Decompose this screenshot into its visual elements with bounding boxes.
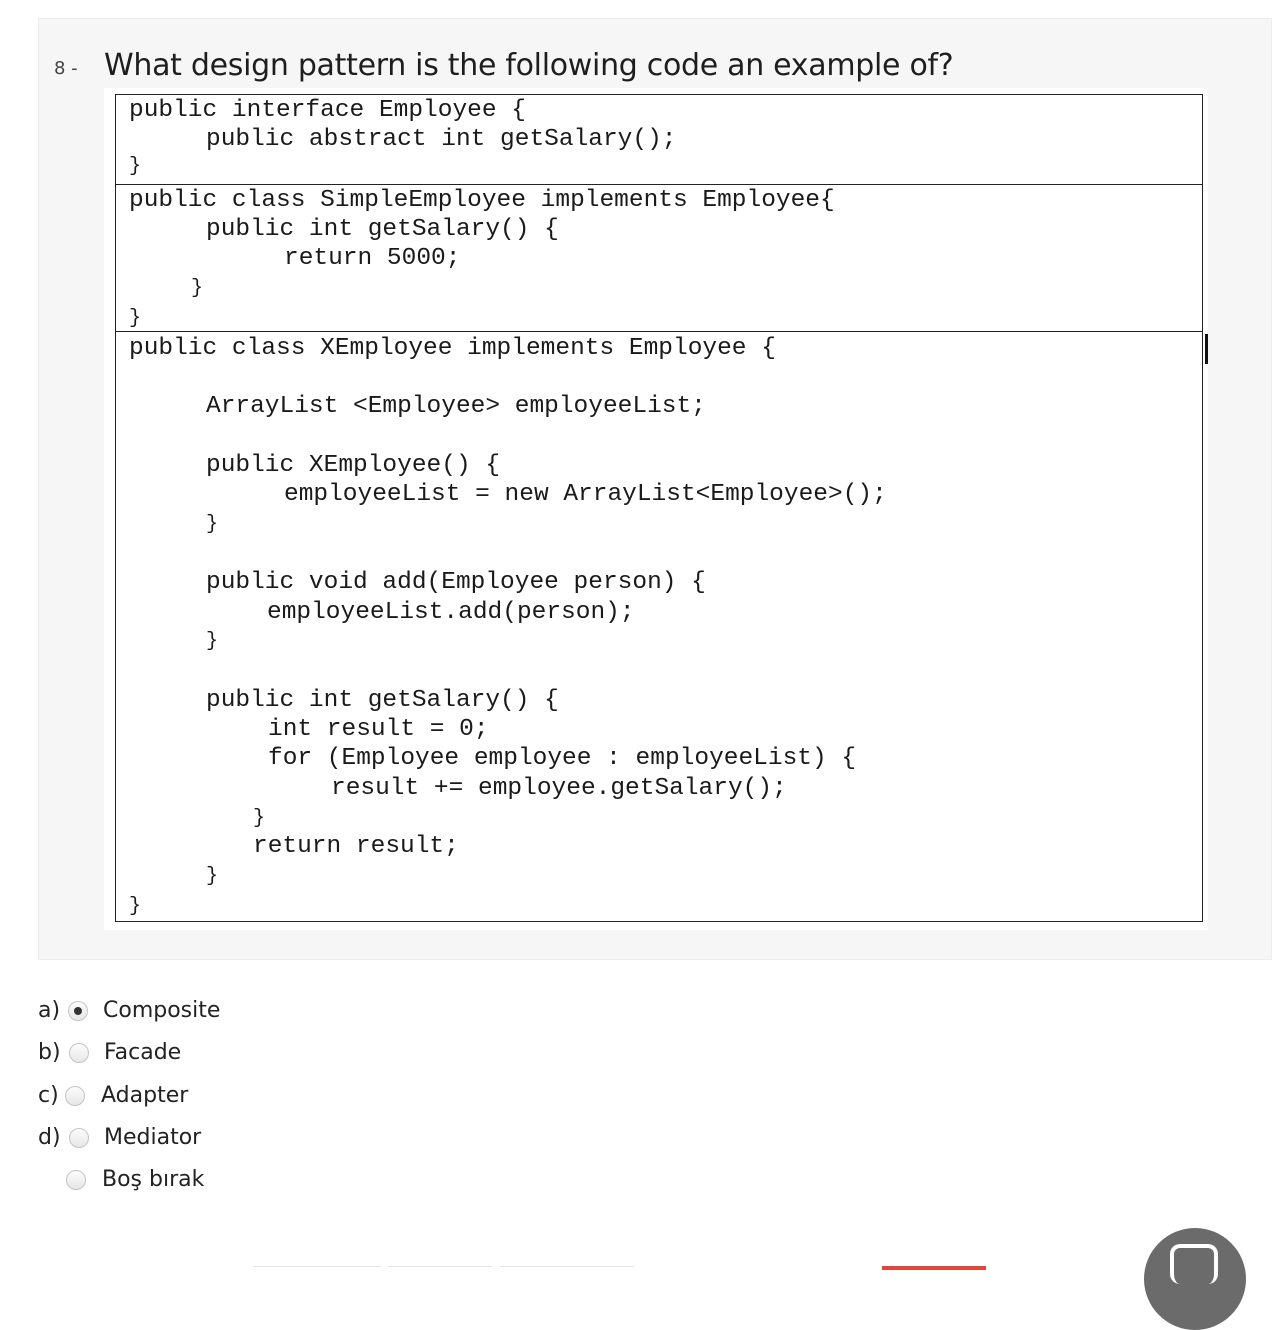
code-line: for (Employee employee : employeeList) {	[268, 745, 857, 772]
code-line: }	[191, 277, 204, 300]
option-label[interactable]: Facade	[104, 1040, 182, 1065]
code-line: employeeList = new ArrayList<Employee>();	[284, 481, 887, 508]
option-letter: c)	[38, 1083, 59, 1108]
option-label[interactable]: Adapter	[101, 1083, 189, 1108]
option-d-radio[interactable]	[69, 1128, 89, 1148]
question-title: What design pattern is the following code an example of?	[104, 48, 954, 83]
option-b-radio[interactable]	[69, 1043, 89, 1063]
screen-capture-icon	[1170, 1244, 1218, 1284]
option-label[interactable]: Composite	[103, 998, 221, 1023]
option-c-radio[interactable]	[65, 1086, 85, 1106]
code-line: public int getSalary() {	[206, 687, 559, 714]
finish-button[interactable]	[882, 1266, 986, 1270]
option-leave-blank-radio[interactable]	[66, 1170, 86, 1190]
nav-button[interactable]	[253, 1266, 381, 1271]
code-line: public abstract int getSalary();	[206, 126, 677, 153]
code-line: }	[206, 865, 219, 888]
code-line: return 5000;	[284, 245, 461, 272]
code-line: }	[129, 895, 142, 918]
code-line: result += employee.getSalary();	[331, 775, 787, 802]
option-a-radio[interactable]	[68, 1001, 88, 1021]
code-line: }	[206, 630, 219, 653]
code-line: }	[129, 307, 142, 330]
code-line: public int getSalary() {	[206, 216, 559, 243]
screen-capture-button[interactable]	[1144, 1228, 1246, 1330]
nav-button[interactable]	[500, 1266, 634, 1271]
code-line: public interface Employee {	[129, 97, 526, 124]
option-label[interactable]: Boş bırak	[102, 1167, 205, 1192]
question-number: 8 -	[54, 58, 78, 79]
code-line: public void add(Employee person) {	[206, 569, 706, 596]
code-line: }	[129, 155, 142, 178]
option-letter: d)	[38, 1125, 61, 1150]
code-line: int result = 0;	[268, 716, 489, 743]
code-line: }	[206, 513, 219, 536]
option-letter: b)	[38, 1040, 61, 1065]
code-line: return result;	[253, 833, 459, 860]
code-line: employeeList.add(person);	[267, 599, 635, 626]
option-label[interactable]: Mediator	[104, 1125, 202, 1150]
text-cursor	[1205, 334, 1208, 364]
option-letter: a)	[38, 998, 61, 1023]
code-line: }	[253, 807, 266, 830]
nav-button[interactable]	[388, 1266, 492, 1271]
code-line: public XEmployee() {	[206, 452, 501, 479]
code-line: public class SimpleEmployee implements Employee{	[129, 187, 835, 214]
code-line: ArrayList <Employee> employeeList;	[206, 393, 706, 420]
code-line: public class XEmployee implements Employee {	[129, 335, 776, 362]
